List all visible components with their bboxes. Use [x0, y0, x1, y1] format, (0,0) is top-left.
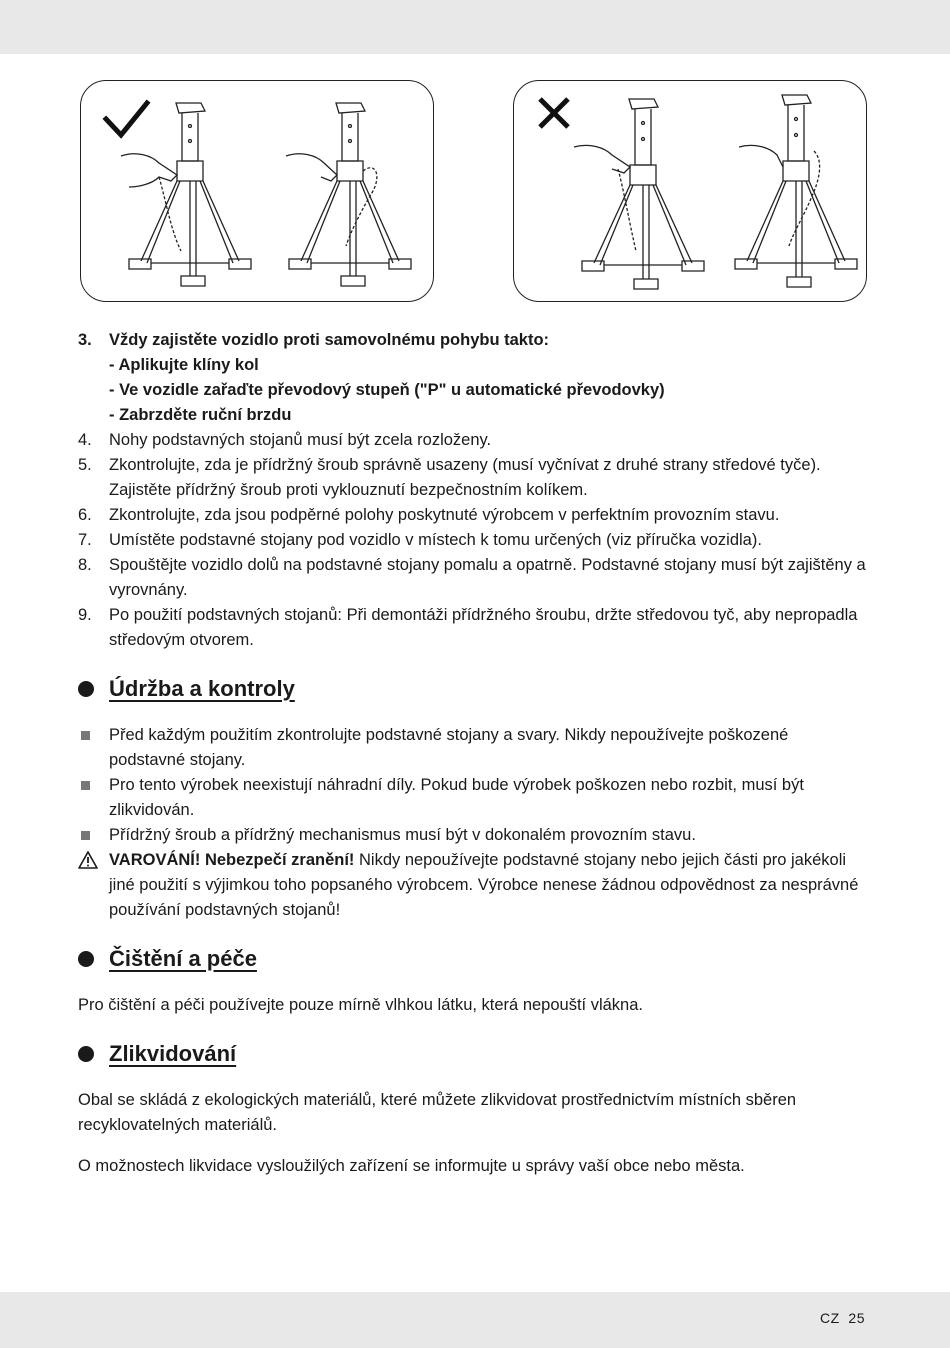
- section-heading-cleaning: Čištění a péče: [78, 946, 868, 971]
- section-heading-maintenance: Údržba a kontroly: [78, 676, 868, 701]
- header-band: [0, 0, 950, 54]
- list-item: Přídržný šroub a přídržný mechanismus musí být v dokonalém provozním stavu.: [78, 823, 868, 848]
- list-item: 7. Umístěte podstavné stojany pod vozidlo v místech k tomu určených (viz příručka vozidla).: [78, 531, 762, 549]
- list-item: 4. Nohy podstavných stojanů musí být zcela rozloženy.: [78, 431, 492, 449]
- list-item: 6. Zkontrolujte, zda jsou podpěrné polohy poskytnuté výrobcem v perfektním provozním stavu.: [78, 506, 780, 524]
- page-number: CZ 25: [819, 1310, 865, 1326]
- square-bullet-icon: [78, 773, 109, 823]
- figure-wrong: [513, 80, 867, 302]
- list-item: - Aplikujte klíny kol: [109, 356, 259, 374]
- list-item: 9. Po použití podstavných stojanů: Při demontáži přídržného šroubu, držte středovou tyč, aby nepropadla středovým otvorem.: [78, 606, 858, 649]
- instruction-list: [78, 328, 868, 653]
- warning-item: VAROVÁNÍ! Nebezpečí zranění! Nikdy nepoužívejte podstavné stojany nebo jejich části pro jakékoli jiné použití s výjimkou toho popsaného výrobcem. Výrobce nenese žádnou odpovědnost za nesprávné používání podstavných stojanů!: [78, 848, 868, 923]
- list-item: - Zabrzděte ruční brzdu: [109, 406, 292, 424]
- list-item: 5. Zkontrolujte, zda je přídržný šroub správně usazeny (musí vyčnívat z druhé strany středové tyče). Zajistěte přídržný šroub proti vyklouznutí bezpečnostním kolíkem.: [78, 456, 821, 499]
- check-icon: [106, 103, 147, 135]
- jack-stands-correct-illustration: [81, 81, 434, 302]
- maintenance-list: [78, 723, 868, 923]
- cross-icon: [540, 99, 568, 127]
- figure-correct: [80, 80, 434, 302]
- disposal-paragraph: Obal se skládá z ekologických materiálů, které můžete zlikvidovat prostřednictvím místních sběren recyklovatelných materiálů.: [78, 1091, 797, 1134]
- square-bullet-icon: [78, 723, 109, 773]
- square-bullet-icon: [78, 823, 109, 848]
- list-item: 8. Spouštějte vozidlo dolů na podstavné stojany pomalu a opatrně. Podstavné stojany musí být zajištěny a vyrovnány.: [78, 556, 866, 599]
- bullet-dot-icon: [78, 1046, 94, 1062]
- list-item: Pro tento výrobek neexistují náhradní díly. Pokud bude výrobek poškozen nebo rozbit, musí být zlikvidován.: [78, 773, 868, 823]
- list-item: 3. Vždy zajistěte vozidlo proti samovolnému pohybu takto:: [78, 331, 550, 349]
- cleaning-text: Pro čištění a péči používejte pouze mírně vlhkou látku, která nepouští vlákna.: [78, 996, 643, 1014]
- figure-row: [0, 80, 950, 305]
- bullet-dot-icon: [78, 681, 94, 697]
- list-item: - Ve vozidle zařaďte převodový stupeň ("P" u automatické převodovky): [109, 381, 665, 399]
- bullet-dot-icon: [78, 951, 94, 967]
- jack-stands-wrong-illustration: [514, 81, 867, 302]
- footer-band: [0, 1292, 950, 1348]
- section-heading-disposal: Zlikvidování: [78, 1041, 868, 1066]
- warning-triangle-icon: [78, 848, 109, 923]
- list-item: Před každým použitím zkontrolujte podstavné stojany a svary. Nikdy nepoužívejte poškozené podstavné stojany.: [78, 723, 868, 773]
- disposal-paragraph: O možnostech likvidace vysloužilých zařízení se informujte u správy vaší obce nebo města.: [78, 1157, 745, 1175]
- main-content: [78, 328, 868, 1190]
